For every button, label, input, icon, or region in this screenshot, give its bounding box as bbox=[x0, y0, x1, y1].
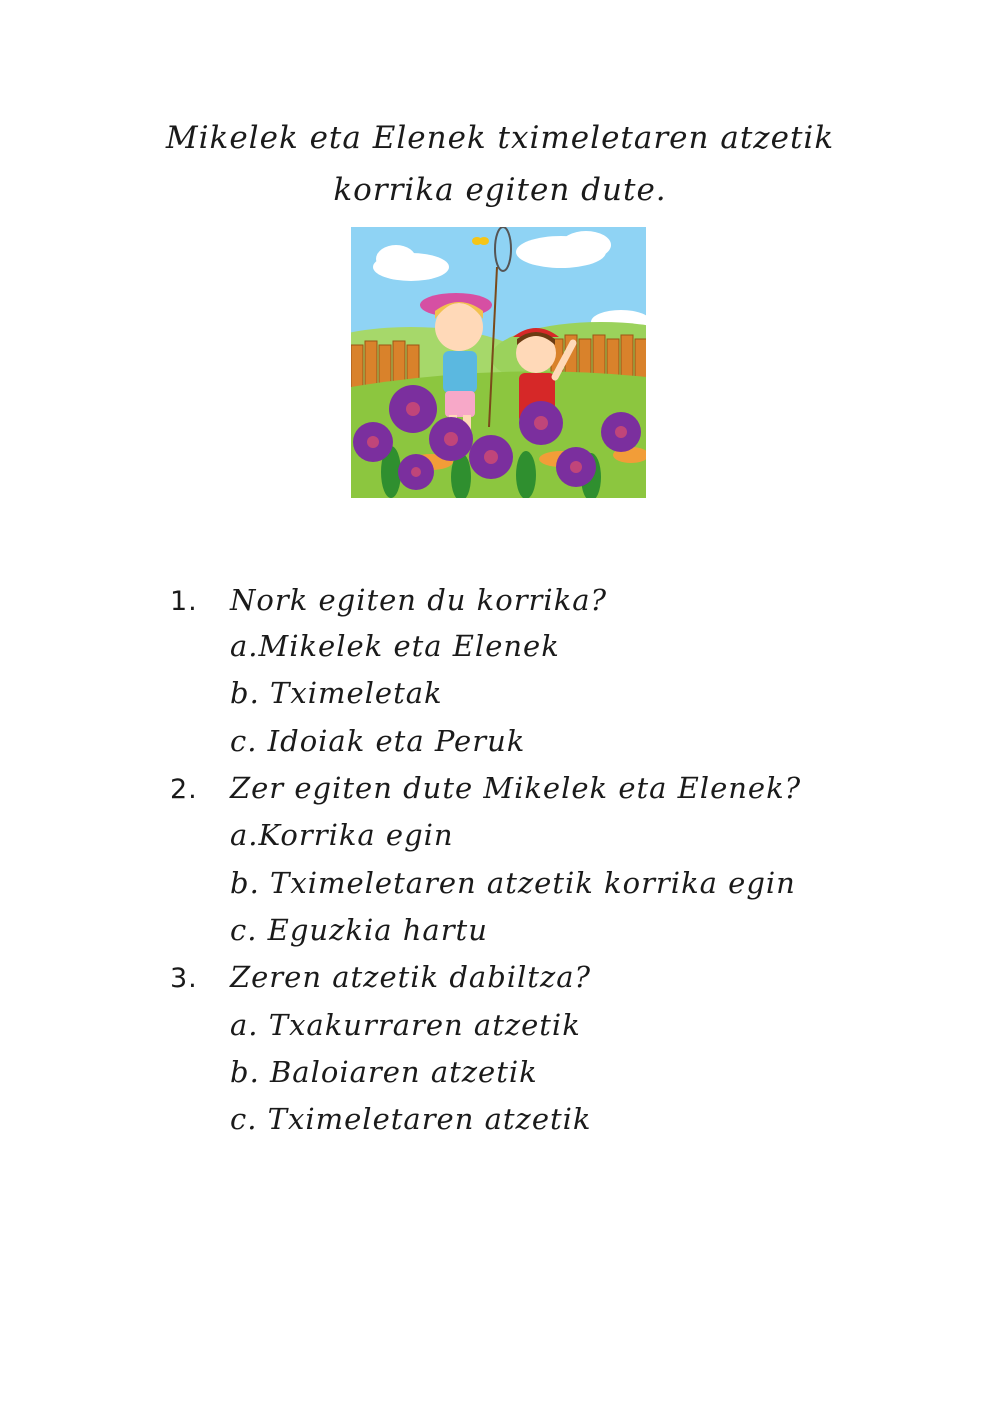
question-1 bbox=[170, 580, 607, 622]
question-1-number: 1. bbox=[170, 586, 198, 617]
question-3-option-c[interactable]: c. Tximeletaren atzetik bbox=[230, 1102, 592, 1136]
question-2-number: 2. bbox=[170, 774, 198, 805]
question-3-text: Zeren atzetik dabiltza? bbox=[230, 960, 592, 994]
question-2-option-a[interactable]: a.Korrika egin bbox=[230, 818, 454, 852]
question-3 bbox=[170, 957, 591, 999]
question-1-option-a[interactable]: a.Mikelek eta Elenek bbox=[230, 629, 560, 663]
question-3-number: 3. bbox=[170, 963, 198, 994]
question-1-option-c[interactable]: c. Idoiak eta Peruk bbox=[230, 724, 526, 758]
title-line-1: Mikelek eta Elenek tximeletaren atzetik bbox=[165, 120, 835, 156]
question-2-option-b[interactable]: b. Tximeletaren atzetik korrika egin bbox=[230, 866, 796, 900]
children-butterfly-illustration bbox=[351, 227, 646, 498]
question-2-text: Zer egiten dute Mikelek eta Elenek? bbox=[230, 771, 802, 805]
butterfly-icon bbox=[472, 237, 489, 245]
question-1-option-b[interactable]: b. Tximeletak bbox=[230, 676, 443, 710]
question-2-option-c[interactable]: c. Eguzkia hartu bbox=[230, 913, 488, 947]
question-2 bbox=[170, 768, 801, 810]
illustration-svg bbox=[351, 227, 646, 498]
question-3-option-a[interactable]: a. Txakurraren atzetik bbox=[230, 1008, 581, 1042]
title-line-2: korrika egiten dute. bbox=[333, 172, 667, 208]
question-3-option-b[interactable]: b. Baloiaren atzetik bbox=[230, 1055, 538, 1089]
question-1-text: Nork egiten du korrika? bbox=[230, 583, 608, 617]
worksheet-title bbox=[100, 112, 900, 216]
